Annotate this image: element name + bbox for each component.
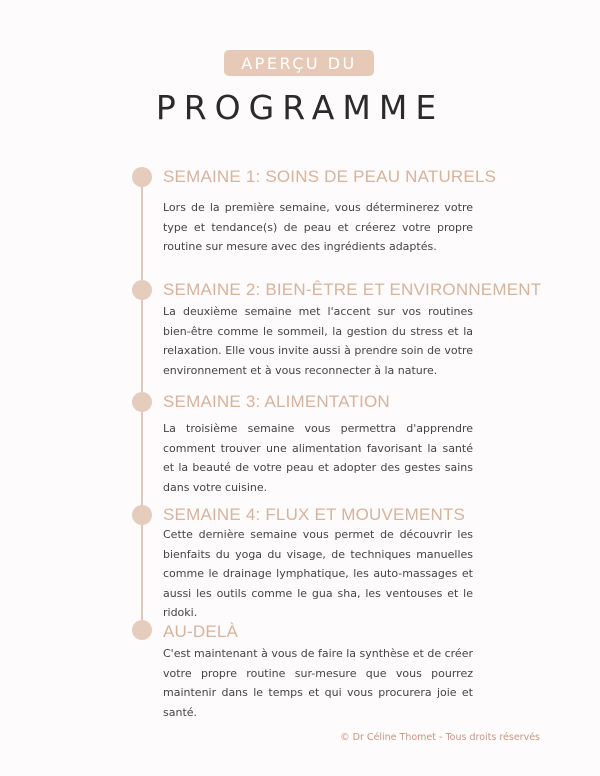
timeline-dot-beyond xyxy=(132,620,152,640)
week-2-title: SEMAINE 2: BIEN-ÊTRE ET ENVIRONNEMENT xyxy=(163,280,542,299)
week-2-description: La deuxième semaine met l'accent sur vos routines bien-être comme le sommeil, la gestion du stress et la relaxation. Elle vous invite aussi à prendre soin de votre environnement et à vous reconnecter à la nature. xyxy=(163,305,473,377)
week-3-title: SEMAINE 3: ALIMENTATION xyxy=(163,392,390,411)
week-1-title: SEMAINE 1: SOINS DE PEAU NATURELS xyxy=(163,167,497,186)
week-4-description: Cette dernière semaine vous permet de découvrir les bienfaits du yoga du visage, de techniques manuelles comme le drainage lymphatique, les auto-massages et aussi les outils comme le gua sha, les ventouses et le ridoki. xyxy=(163,528,473,619)
beyond-description: C'est maintenant à vous de faire la synthèse et de créer votre propre routine sur-mesure que vous pourrez maintenir dans le temps et qui vous procurera joie et santé. xyxy=(163,647,473,719)
week-3-description: La troisième semaine vous permettra d'apprendre comment trouver une alimentation favorisant la santé et la beauté de votre peau et adopter des gestes sains dans votre cuisine. xyxy=(163,422,473,494)
week-4-title: SEMAINE 4: FLUX ET MOUVEMENTS xyxy=(163,505,466,524)
timeline-dot-week-4 xyxy=(132,505,152,525)
timeline-dot-week-1 xyxy=(132,167,152,187)
copyright-footer: © Dr Céline Thomet - Tous droits réservés xyxy=(340,732,540,743)
week-1-description: Lors de la première semaine, vous déterminerez votre type et tendance(s) de peau et créerez votre propre routine sur mesure avec des ingrédients adaptés. xyxy=(163,201,473,253)
section-eyebrow-label: APERÇU DU xyxy=(224,50,374,76)
timeline-dot-week-2 xyxy=(132,280,152,300)
timeline-dot-week-3 xyxy=(132,392,152,412)
page-title: PROGRAMME xyxy=(155,88,445,127)
beyond-title: AU-DELÀ xyxy=(163,622,239,641)
